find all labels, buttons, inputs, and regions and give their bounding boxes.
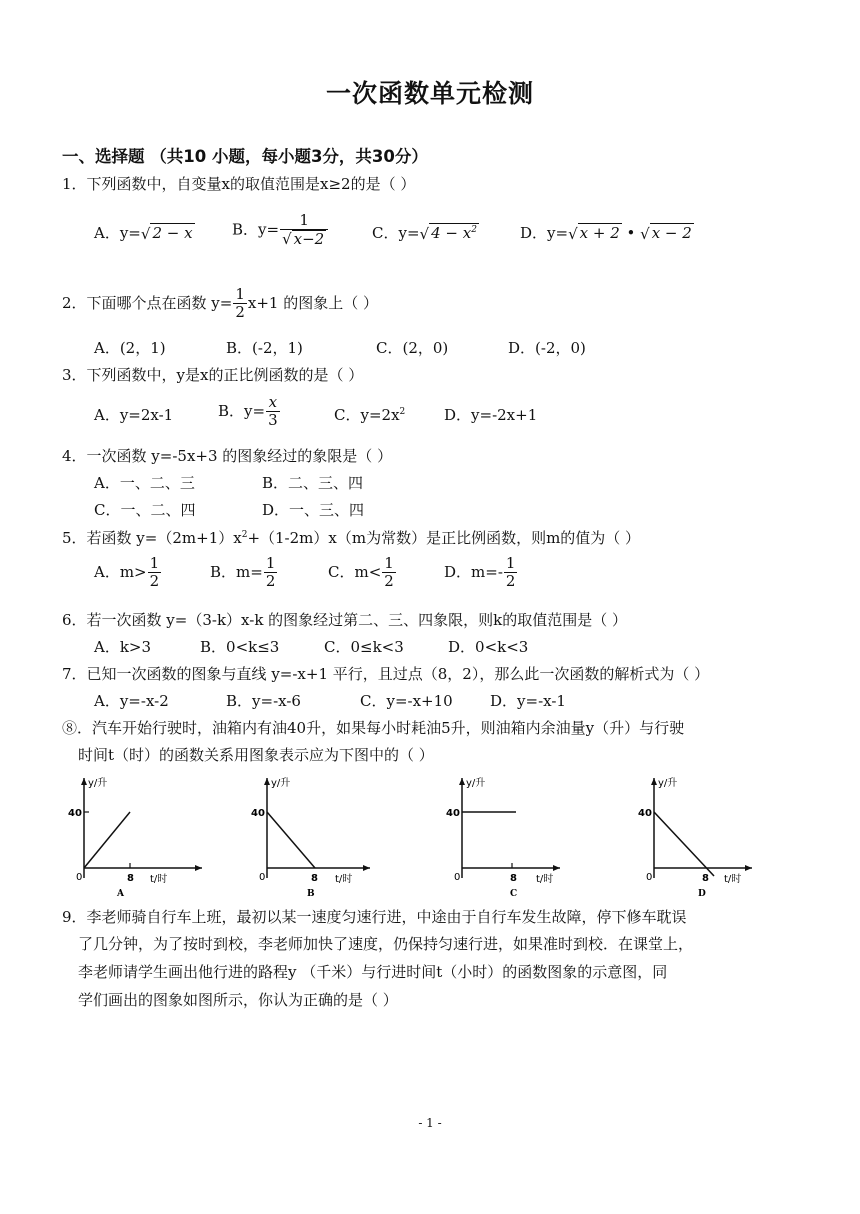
q1-a-prefix: A．y= [94,224,141,242]
q9-line-4: 学们画出的图象如图所示，你认为正确的是（ ） [78,991,398,1009]
q5-d-numerator: 1 [505,554,516,572]
q3-option-c [334,404,405,425]
q9-line-2: 了几分钟，为了按时到校，李老师加快了速度，仍保持匀速行进，如果准时到校．在课堂上， [78,935,694,953]
q4-stem: 4．一次函数 y=-5x+3 的图象经过的象限是（ ） [62,447,393,465]
q5-prefix: 5．若函数 y=（2m+1）x [62,529,242,547]
section-heading: 一、选择题 （共10 小题，每小题3分，共30分） [62,147,428,166]
x-axis-arrow [745,865,752,871]
q8-graph-d [632,770,782,900]
y-tick-label: 40 [251,808,265,819]
q2-suffix: x+1 的图象上（ ） [247,293,379,312]
q4-option-b: B．二、三、四 [262,474,364,492]
q1-stem: 1．下列函数中，自变量x的取值范围是x≥2的是（ ） [62,175,416,193]
q1-c-radicand [429,223,479,242]
q2-option-a: A．(2，1) [94,339,166,357]
sqrt-sign: √ [640,225,650,243]
y-tick-label: 40 [446,808,460,819]
sqrt-sign: √ [419,225,430,243]
q2-option-d: D．(-2，0) [508,339,586,357]
sqrt-sign: √ [140,225,151,243]
q2-prefix: 2．下面哪个点在函数 y= [62,293,233,312]
q5-option-d [444,555,518,591]
q4-option-a: A．一、二、三 [94,474,195,492]
q5-suffix: +（1-2m）x（m为常数）是正比例函数，则m的值为（ ） [247,529,641,547]
q5-c-denominator: 2 [384,572,394,591]
origin-label: 0 [454,872,461,883]
q7-option-a: A．y=-x-2 [94,692,169,710]
q5-d-fraction [504,555,518,591]
q9-line-3: 李老师请学生画出他行进的路程y （千米）与行进时间t（小时）的函数图象的示意图，同 [78,963,668,981]
q5-stem [62,527,640,548]
x-tick-label: 8 [311,873,318,884]
q3-c-exponent: 2 [399,407,406,417]
y-axis-arrow [264,778,270,785]
x-tick-label: 8 [702,873,709,884]
q5-d-prefix: D．m=- [444,562,503,581]
q4-option-c: C．一、二、四 [94,501,196,519]
q6-option-b: B．0<k≤3 [200,638,280,656]
q5-b-prefix: B．m= [210,562,263,581]
y-axis-label: y/升 [658,778,678,789]
q5-d-denominator: 2 [505,572,516,591]
q2-stem [62,286,378,322]
q5-option-a [94,555,162,591]
x-axis-label: t/时 [150,874,168,885]
q5-exponent: 2 [241,530,248,540]
q3-b-denominator: 3 [268,411,278,430]
q1-d-radicand-1: x + 2 [579,224,620,242]
q5-option-c [328,555,397,591]
q3-option-d: D．y=-2x+1 [444,406,538,424]
q1-option-c [372,222,479,243]
y-axis-arrow [459,778,465,785]
q1-b-radicand: x−2 [293,230,325,249]
q8-line-1: ⑧．汽车开始行驶时，油箱内有油40升，如果每小时耗油5升，则油箱内余油量y（升）与行驶 [62,719,685,737]
page-title: 一次函数单元检测 [325,79,534,108]
q3-b-fraction [266,394,280,430]
q1-b-denominator: √ x−2 [280,229,328,248]
q5-a-fraction [148,555,162,591]
sqrt-sign: √ [568,225,578,243]
q3-option-b [218,394,281,430]
graph-letter: C [510,889,518,899]
q1-a-radicand: 2 − x [152,224,193,242]
y-axis-label: y/升 [271,778,291,789]
q3-b-numerator: x [268,393,278,411]
graph-line [84,812,130,868]
graph-letter: B [307,889,315,899]
q5-b-denominator: 2 [265,572,276,591]
q8-graph-c [440,770,590,900]
q3-b-prefix: B．y= [218,401,266,420]
q7-option-d: D．y=-x-1 [490,692,566,710]
q5-a-numerator: 1 [149,554,160,572]
q2-denominator: 2 [235,303,245,322]
q8-graph-b [245,770,395,900]
graph-letter: D [698,889,706,899]
x-axis-arrow [363,865,370,871]
y-tick-label: 40 [68,808,82,819]
q1-d-prefix: D．y= [520,224,569,242]
y-axis-label: y/升 [88,778,108,789]
q2-numerator: 1 [235,285,245,303]
q9-line-1: 9．李老师骑自行车上班，最初以某一速度匀速行进，中途由于自行车发生故障，停下修车耽误 [62,908,687,926]
q1-option-d [520,222,694,243]
q6-option-c: C．0≤k<3 [324,638,404,656]
q2-option-b: B．(-2，1) [226,339,303,357]
q4-option-d: D．一、三、四 [262,501,365,519]
q7-option-c: C．y=-x+10 [360,692,453,710]
q1-d-radicand-2: x − 2 [651,224,692,242]
q1-c-prefix: C．y= [372,224,420,242]
x-axis-arrow [553,865,560,871]
q1-c-radicand-text: 4 − x [431,224,472,242]
q1-option-a [94,222,195,243]
q5-option-b [210,555,278,591]
q3-stem: 3．下列函数中，y是x的正比例函数的是（ ） [62,366,364,384]
q6-stem: 6．若一次函数 y=（3-k）x-k 的图象经过第二、三、四象限，则k的取值范围是（ ） [62,611,628,629]
q2-fraction [233,286,247,322]
y-axis-label: y/升 [466,778,486,789]
origin-label: 0 [259,872,266,883]
q3-c-text: C．y=2x [334,406,400,424]
q1-d-dot: • [621,224,641,242]
q2-option-c: C．(2，0) [376,339,449,357]
q1-b-prefix: B．y= [232,220,280,239]
x-tick-label: 8 [510,873,517,884]
q5-c-numerator: 1 [384,554,394,572]
graph-letter: A [117,889,124,899]
origin-label: 0 [76,872,83,883]
q8-graph-a [62,770,212,900]
q8-line-2: 时间t（时）的函数关系用图象表示应为下图中的（ ） [78,746,434,764]
x-tick-label: 8 [127,873,134,884]
y-axis-arrow [81,778,87,785]
q5-a-prefix: A．m> [94,562,147,581]
q1-c-exponent: 2 [471,225,477,235]
x-axis-label: t/时 [724,874,742,885]
q7-stem: 7．已知一次函数的图象与直线 y=-x+1 平行，且过点（8，2），那么此一次函数的解析式为（ ） [62,665,710,683]
graph-line [267,812,315,868]
q5-c-fraction [382,555,396,591]
origin-label: 0 [646,872,653,883]
q5-c-prefix: C．m< [328,562,382,581]
x-axis-arrow [195,865,202,871]
q1-b-fraction [280,212,328,249]
q5-a-denominator: 2 [149,572,160,591]
q6-option-d: D．0<k<3 [448,638,529,656]
y-axis-arrow [651,778,657,785]
page-number: - 1 - [418,1116,442,1130]
x-axis-label: t/时 [335,874,353,885]
q1-option-b [232,212,329,249]
q3-option-a: A．y=2x-1 [94,406,174,424]
graph-line [654,812,714,876]
q7-option-b: B．y=-x-6 [226,692,301,710]
q5-b-fraction [264,555,278,591]
q5-b-numerator: 1 [265,554,276,572]
q1-b-numerator: 1 [299,211,309,229]
q6-option-a: A．k>3 [94,638,152,656]
x-axis-label: t/时 [536,874,554,885]
y-tick-label: 40 [638,808,652,819]
